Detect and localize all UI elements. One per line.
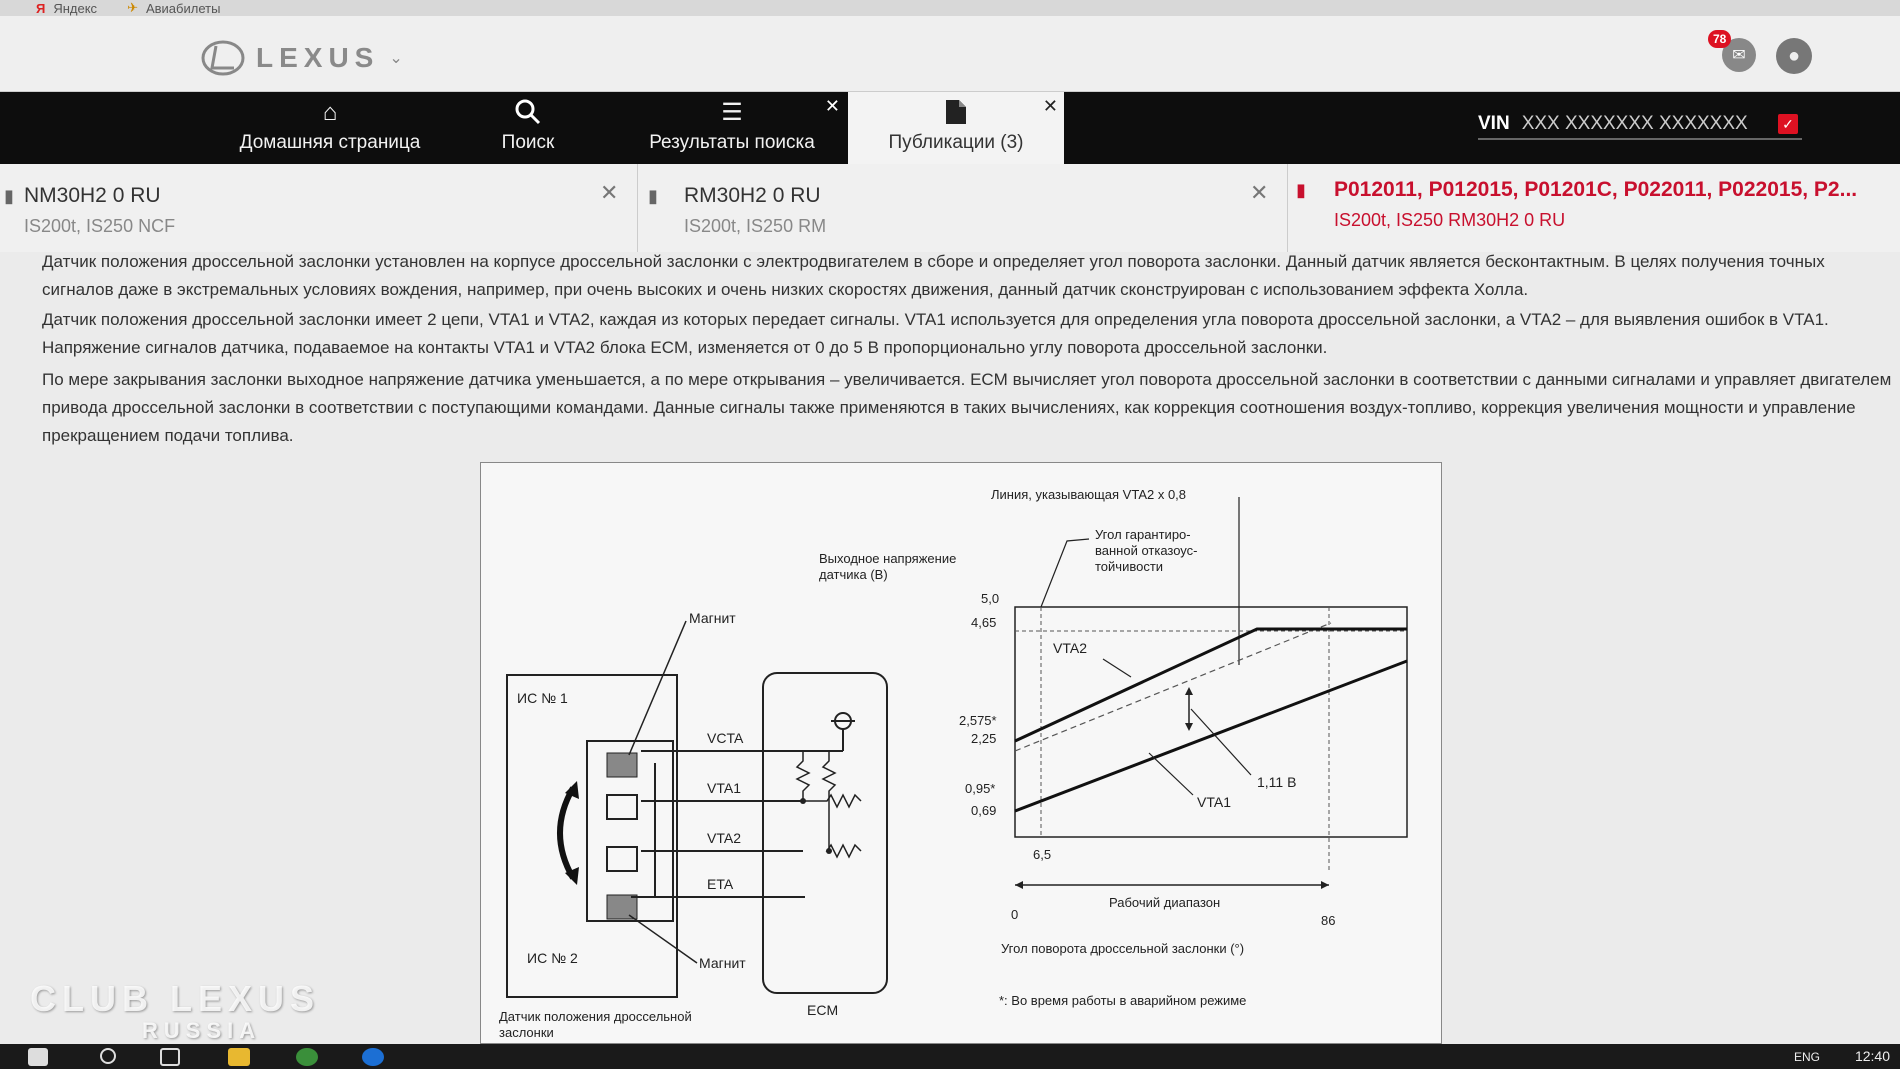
- vin-field[interactable]: [1478, 110, 1802, 140]
- series-vta2-label: VTA2: [1053, 640, 1087, 656]
- hall-ic1: [607, 795, 637, 819]
- close-icon[interactable]: ✕: [1042, 96, 1058, 116]
- lexus-emblem-icon: [200, 38, 246, 78]
- sensor-diagram: [481, 463, 1443, 1045]
- paragraph: По мере закрывания заслонки выходное напряжение датчика уменьшается, а по мере открывания – увеличивается. ECM вычисляет угол поворота дроссельной заслонки в соответствии с данными сигналами и управляет двигателем привода дроссельной заслонки в соответствии с поступающими командами. Данные сигналы также применяются в таких вычислениях, как коррекция соотношения воздух-топливо, коррекция увеличения мощности и управление прекращением подачи топлива.: [42, 370, 1892, 445]
- watermark: [30, 978, 320, 1044]
- brand-logo[interactable]: [200, 38, 403, 78]
- sensor-caption-line1: Датчик положения дроссельной: [499, 1009, 692, 1024]
- nav-search-results[interactable]: [618, 92, 846, 164]
- file-explorer-icon[interactable]: [228, 1048, 250, 1066]
- paragraph: Датчик положения дроссельной заслонки установлен на корпусе дроссельной заслонки с электродвигателем в сборе и определяет угол поворота заслонки. Данный датчик является бесконтактным. В целях получения точных сигналов даже в экстремальных условиях вождения, например, при очень высоких и очень низких скоростях движения, данный датчик сконструирован с использованием эффекта Холла.: [42, 252, 1825, 299]
- user-icon: ●: [1787, 44, 1801, 67]
- graph-footnote: *: Во время работы в аварийном режиме: [999, 993, 1247, 1008]
- vta2-line-note: Линия, указывающая VTA2 x 0,8: [991, 487, 1187, 502]
- y-tick: 0,95*: [965, 781, 996, 796]
- failsafe-line2: ванной отказоус-: [1095, 543, 1198, 558]
- ecm-label: ECM: [807, 1002, 839, 1018]
- doc-tab-dtc[interactable]: [1288, 164, 1900, 252]
- logo-text: LEXUS: [256, 42, 380, 73]
- failsafe-line1: Угол гарантиро-: [1095, 527, 1191, 542]
- watermark-line1: CLUB LEXUS: [30, 978, 321, 1019]
- doc-tab-subtitle: IS200t, IS250 NCF: [24, 216, 176, 236]
- browser-icon[interactable]: [296, 1048, 318, 1066]
- doc-tab-title: RM30H2 0 RU: [684, 184, 821, 207]
- document-tabs: [0, 164, 1900, 252]
- paragraph: Датчик положения дроссельной заслонки имеет 2 цепи, VTA1 и VTA2, каждая из которых передает сигналы. VTA1 используется для определения угла поворота дроссельной заслонки, а VTA2 – для выявления ошибок в VTA1. Напряжение сигналов датчика, подаваемое на контакты VTA1 и VTA2 блока ECM, изменяется от 0 до 5 В пропорционально углу поворота дроссельной заслонки.: [42, 310, 1829, 357]
- range-label: Рабочий диапазон: [1109, 895, 1221, 910]
- document-content: [0, 252, 1900, 1044]
- app-icon[interactable]: [362, 1048, 384, 1066]
- pin-vcta: VCTA: [707, 730, 744, 746]
- x-tick: 0: [1011, 907, 1019, 922]
- search-icon: [482, 98, 574, 128]
- doc-tab-title: P012011, P012015, P01201C, P022011, P022015, P2...: [1334, 178, 1858, 201]
- sensor-figure: [480, 462, 1442, 1044]
- vin-label: VIN: [1478, 113, 1510, 134]
- user-avatar[interactable]: [1776, 38, 1812, 74]
- graph-ylabel-line1: Выходное напряжение: [819, 551, 957, 566]
- series-vta1-line: [1015, 661, 1407, 811]
- y-tick: 0,69: [971, 803, 997, 818]
- delta-label: 1,11 В: [1257, 774, 1297, 790]
- pin-eta: ETA: [707, 876, 734, 892]
- language-indicator[interactable]: ENG: [1793, 1050, 1820, 1064]
- doc-tab-subtitle: IS200t, IS250 RM: [684, 216, 827, 236]
- sensor-caption-line2: заслонки: [499, 1025, 554, 1040]
- vin-value[interactable]: XXX XXXXXXX XXXXXXX: [1521, 113, 1748, 134]
- y-tick: 2,25: [971, 731, 997, 746]
- y-tick: 2,575*: [959, 713, 997, 728]
- failsafe-line3: тойчивости: [1095, 559, 1164, 574]
- y-tick: 5,0: [981, 591, 1000, 606]
- magnet-top: [607, 753, 637, 777]
- rotor-arrow-top: [560, 788, 573, 878]
- magnet-bottom-label: Магнит: [699, 955, 746, 971]
- watermark-line2: RUSSIA: [142, 1018, 262, 1043]
- notifications-button[interactable]: [1713, 32, 1756, 72]
- main-nav: [0, 92, 1900, 164]
- document-icon: ▮: [4, 186, 14, 206]
- graph-xlabel: Угол поворота дроссельной заслонки (°): [1001, 941, 1245, 956]
- series-vta1-label: VTA1: [1197, 794, 1231, 810]
- doc-tab-nm30h2[interactable]: [0, 164, 638, 252]
- bookmarks-bar: [0, 0, 1900, 16]
- ic1-label: ИС № 1: [517, 690, 568, 706]
- clock[interactable]: 12:40: [1854, 1048, 1890, 1064]
- bookmark-label: Яндекс: [53, 0, 98, 16]
- nav-home[interactable]: [228, 92, 432, 164]
- doc-tab-title: NM30H2 0 RU: [24, 184, 161, 207]
- home-icon: ⌂: [322, 99, 338, 126]
- x-tick: 6,5: [1033, 847, 1052, 862]
- yandex-icon: Я: [36, 0, 46, 16]
- nav-label: Публикации (3): [888, 132, 1024, 153]
- app-header: [0, 16, 1900, 92]
- pin-vta1: VTA1: [707, 780, 741, 796]
- taskbar: [0, 1044, 1900, 1069]
- nav-label: Домашняя страница: [239, 132, 421, 153]
- document-icon: ▮: [648, 186, 658, 206]
- pin-vta2: VTA2: [707, 830, 741, 846]
- magnet-bottom: [607, 895, 637, 919]
- ic2-label: ИС № 2: [527, 950, 578, 966]
- search-icon[interactable]: [100, 1048, 116, 1064]
- sensor-box: [507, 675, 677, 997]
- chevron-down-icon[interactable]: ⌄: [389, 50, 403, 67]
- y-tick: 4,65: [971, 615, 997, 630]
- doc-tab-rm30h2[interactable]: [638, 164, 1288, 252]
- windows-start-icon[interactable]: [28, 1048, 48, 1066]
- bookmark-aviabilety[interactable]: [127, 0, 220, 16]
- doc-tab-subtitle: IS200t, IS250 RM30H2 0 RU: [1334, 210, 1566, 230]
- close-icon[interactable]: ✕: [824, 96, 840, 116]
- ecm-box: [763, 673, 887, 993]
- close-icon[interactable]: ✕: [600, 180, 619, 205]
- notification-badge: 78: [1708, 30, 1731, 48]
- plane-icon: ✈: [127, 0, 138, 15]
- checkmark-icon[interactable]: ✓: [1778, 114, 1798, 134]
- nav-label: Результаты поиска: [649, 132, 815, 153]
- graph-ylabel-line2: датчика (В): [819, 567, 888, 582]
- x-tick: 86: [1321, 913, 1336, 928]
- nav-search[interactable]: [482, 92, 574, 164]
- bookmark-yandex[interactable]: [36, 1, 97, 16]
- task-view-icon[interactable]: [160, 1048, 180, 1066]
- document-icon: ▮: [1296, 180, 1306, 200]
- mail-icon: ✉: [1732, 47, 1746, 64]
- close-icon[interactable]: ✕: [1250, 180, 1269, 205]
- bookmark-label: Авиабилеты: [145, 0, 221, 16]
- nav-label: Поиск: [501, 132, 555, 153]
- list-icon: ☰: [721, 99, 743, 126]
- hall-ic2: [607, 847, 637, 871]
- nav-publications[interactable]: [848, 92, 1064, 164]
- magnet-top-label: Магнит: [689, 610, 736, 626]
- document-icon: [848, 98, 1064, 128]
